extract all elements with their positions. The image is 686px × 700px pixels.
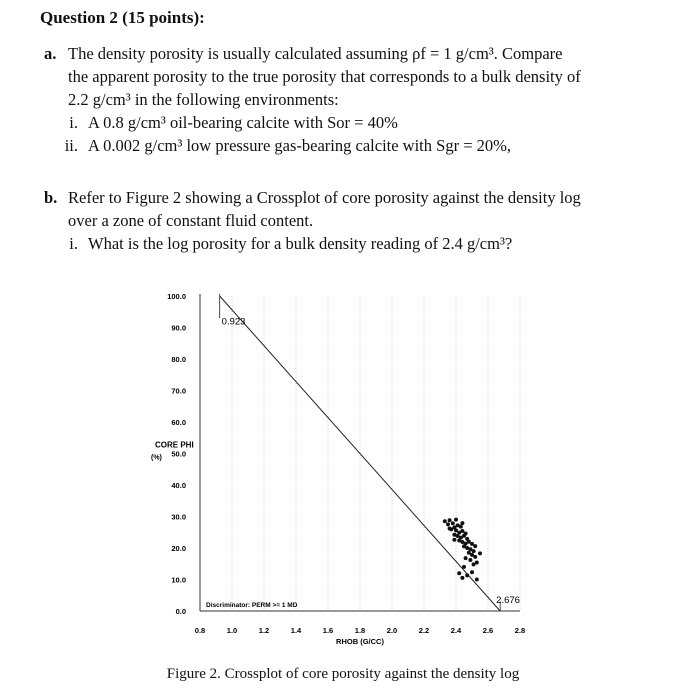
x-tick-label: 2.6	[482, 626, 494, 635]
x-tick-label: 1.2	[258, 626, 270, 635]
part-a-item-1: i. A 0.8 g/cm³ oil-bearing calcite with Sor = 40%	[69, 113, 398, 132]
x-tick-label: 2.0	[386, 626, 398, 635]
data-point	[459, 525, 463, 529]
data-point	[472, 562, 476, 566]
part-b-label: b.	[44, 188, 58, 207]
part-a-line-1: a. The density porosity is usually calculated assuming ρf = 1 g/cm³. Compare	[44, 44, 563, 63]
part-b-item-1: i. What is the log porosity for a bulk density reading of 2.4 g/cm³?	[69, 234, 513, 253]
data-point	[454, 518, 458, 522]
y-axis-label: CORE PHI	[155, 440, 194, 450]
crossplot-chart	[130, 280, 530, 650]
data-point	[443, 519, 447, 523]
x-axis-label: RHOB (G/CC)	[336, 637, 384, 646]
y-tick-label: 20.0	[171, 544, 186, 553]
data-point	[472, 549, 476, 553]
annotation-top: 0.923	[221, 316, 246, 328]
y-tick-label: 70.0	[171, 386, 186, 396]
data-point	[452, 538, 456, 542]
data-point	[465, 573, 469, 577]
y-tick-label: 40.0	[171, 481, 186, 490]
part-a-label: a.	[44, 44, 57, 63]
data-point	[451, 521, 455, 525]
x-tick-label: 1.4	[290, 626, 302, 635]
data-point	[464, 556, 468, 560]
data-point	[448, 518, 452, 522]
question-title: Question 2 (15 points):	[40, 8, 205, 27]
y-tick-label: 10.0	[171, 575, 186, 585]
x-tick-label: 1.0	[226, 626, 238, 635]
y-tick-label: 60.0	[171, 418, 186, 427]
data-point	[478, 551, 482, 555]
x-tick-label: 2.4	[450, 626, 462, 635]
x-tick-label: 1.8	[354, 626, 366, 635]
data-point	[446, 522, 450, 526]
part-a-item-2: ii. A 0.002 g/cm³ low pressure gas-bearing calcite with Sgr = 20%,	[64, 136, 511, 155]
y-tick-label: 80.0	[171, 355, 186, 364]
y-tick-label: 90.0	[171, 323, 186, 333]
part-a	[44, 42, 581, 111]
annotation-bottom: 2.676	[496, 595, 520, 607]
x-tick-label: 1.6	[322, 626, 334, 635]
data-point	[462, 565, 466, 569]
part-a-line-3: 2.2 g/cm³ in the following environments:	[68, 90, 339, 109]
discriminator-label: Discriminator: PERM >= 1 MD	[206, 602, 298, 609]
figure-caption: Figure 2. Crossplot of core porosity against the density log	[166, 666, 520, 682]
x-tick-label: 2.8	[514, 626, 526, 635]
data-point	[460, 521, 464, 525]
data-point	[462, 534, 466, 538]
x-tick-label: 0.8	[194, 626, 206, 635]
data-point	[473, 555, 477, 559]
y-tick-label: 100.0	[167, 292, 186, 301]
data-point	[475, 578, 479, 582]
part-b	[44, 186, 581, 232]
x-tick-label: 2.2	[418, 626, 430, 635]
part-a-line-2: the apparent porosity to the true porosity that corresponds to a bulk density of	[68, 67, 581, 86]
y-tick-label: 30.0	[171, 512, 186, 522]
y-axis-unit: (%)	[151, 454, 162, 462]
data-point	[460, 576, 464, 580]
data-point	[460, 529, 464, 533]
part-b-line-1: b. Refer to Figure 2 showing a Crossplot of core porosity against the density log	[44, 188, 581, 207]
y-tick-label: 50.0	[171, 449, 186, 459]
data-point	[473, 544, 477, 548]
y-tick-label: 0.0	[175, 607, 186, 616]
data-point	[448, 526, 452, 530]
data-point	[457, 571, 461, 575]
part-b-line-2: over a zone of constant fluid content.	[68, 211, 314, 230]
data-point	[470, 570, 474, 574]
data-point	[468, 558, 472, 562]
